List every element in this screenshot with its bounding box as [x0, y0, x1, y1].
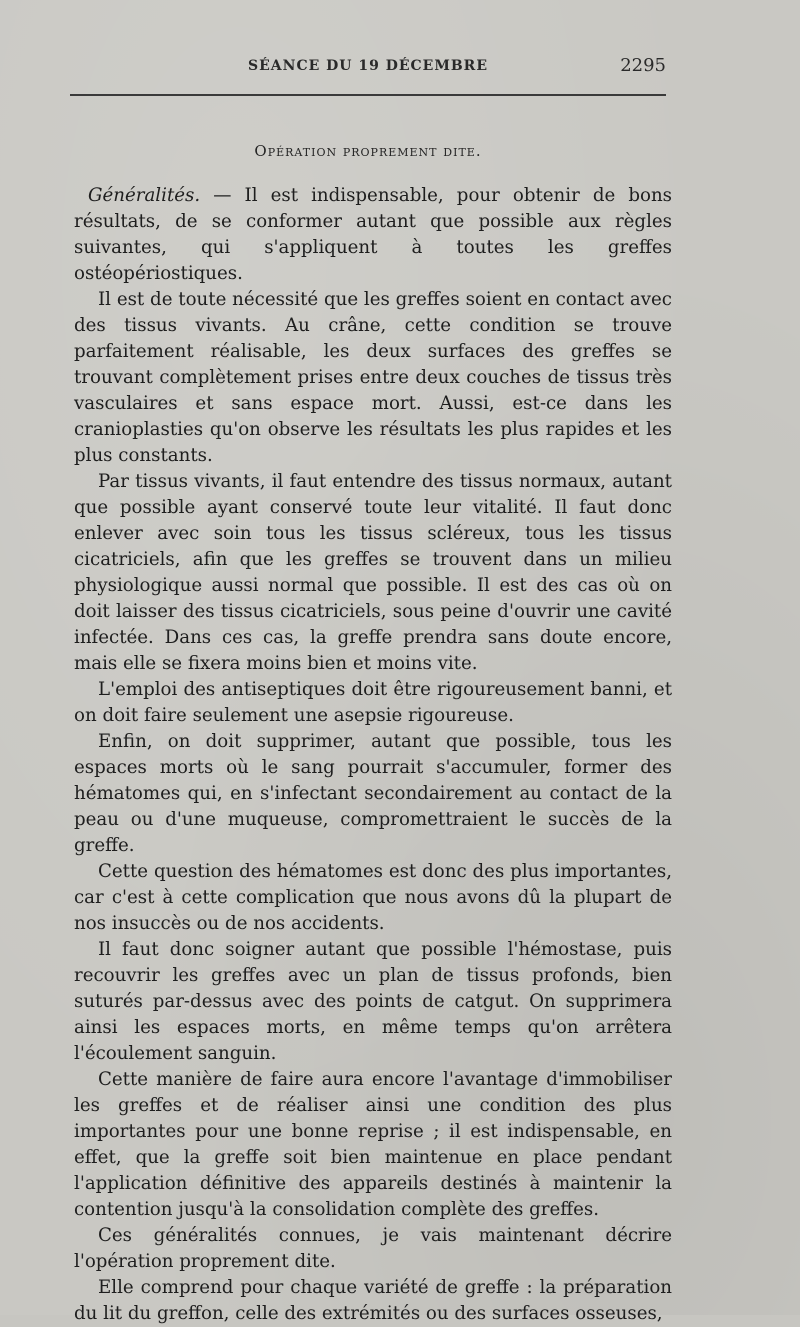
page-number: 2295 [620, 55, 666, 76]
paragraph: Elle comprend pour chaque variété de greffe : la préparation du lit du greffon, celle des extrémités ou des surfaces osseuses, [74, 1277, 672, 1324]
paragraph: Il faut donc soigner autant que possible l'hémostase, puis recouvrir les greffes avec un plan de tissus profonds, bien suturés par-dessus avec des points de catgut. On supprimera ainsi les espaces morts, en même temps qu'on arrêtera l'écoulement sanguin. [74, 939, 672, 1064]
running-title: SÉANCE DU 19 DÉCEMBRE [248, 58, 488, 74]
paragraph [74, 183, 672, 287]
paragraph: Enfin, on doit supprimer, autant que possible, tous les espaces morts où le sang pourrait s'accumuler, former des hématomes qui, en s'infectant secondairement au contact de la peau ou d'une muqueuse, compromettraient le succès de la greffe. [74, 731, 672, 856]
body-text [74, 183, 672, 1327]
paragraph: Cette manière de faire aura encore l'avantage d'immobiliser les greffes et de réaliser ainsi une condition des plus importantes pour une bonne reprise ; il est indispensable, en effet, que la greffe soit bien maintenue en place pendant l'application définitive des appareils destinés à maintenir la contention jusqu'à la consolidation complète des greffes. [74, 1069, 672, 1220]
section-title: Opération proprement dite. [254, 142, 482, 160]
paragraph: Cette question des hématomes est donc des plus importantes, car c'est à cette complication que nous avons dû la plupart de nos insuccès ou de nos accidents. [74, 861, 672, 934]
paragraph-lead: Généralités. [88, 185, 201, 206]
paragraph: L'emploi des antiseptiques doit être rigoureusement banni, et on doit faire seulement une asepsie rigoureuse. [74, 679, 672, 726]
paragraph-text: — Il est indispensable, pour obtenir de bons résultats, de se conformer autant que possible aux règles suivantes, qui s'appliquent à toutes les greffes ostéopériostiques. [74, 185, 672, 284]
paragraph: Par tissus vivants, il faut entendre des tissus normaux, autant que possible ayant conservé toute leur vitalité. Il faut donc enlever avec soin tous les tissus scléreux, tous les tissus cicatriciels, afin que les greffes se trouvent dans un milieu physiologique aussi normal que possible. Il est des cas où on doit laisser des tissus cicatriciels, sous peine d'ouvrir une cavité infectée. Dans ces cas, la greffe prendra sans doute encore, mais elle se fixera moins bien et moins vite. [74, 471, 672, 674]
header-rule [70, 94, 666, 96]
paragraph: Il est de toute nécessité que les greffes soient en contact avec des tissus vivants. Au crâne, cette condition se trouve parfaitement réalisable, les deux surfaces des greffes se trouvant complètement prises entre deux couches de tissus très vasculaires et sans espace mort. Aussi, est-ce dans les cranioplasties qu'on observe les résultats les plus rapides et les plus constants. [74, 289, 672, 466]
page-header [70, 50, 666, 90]
paragraph: Ces généralités connues, je vais maintenant décrire l'opération proprement dite. [74, 1225, 672, 1272]
